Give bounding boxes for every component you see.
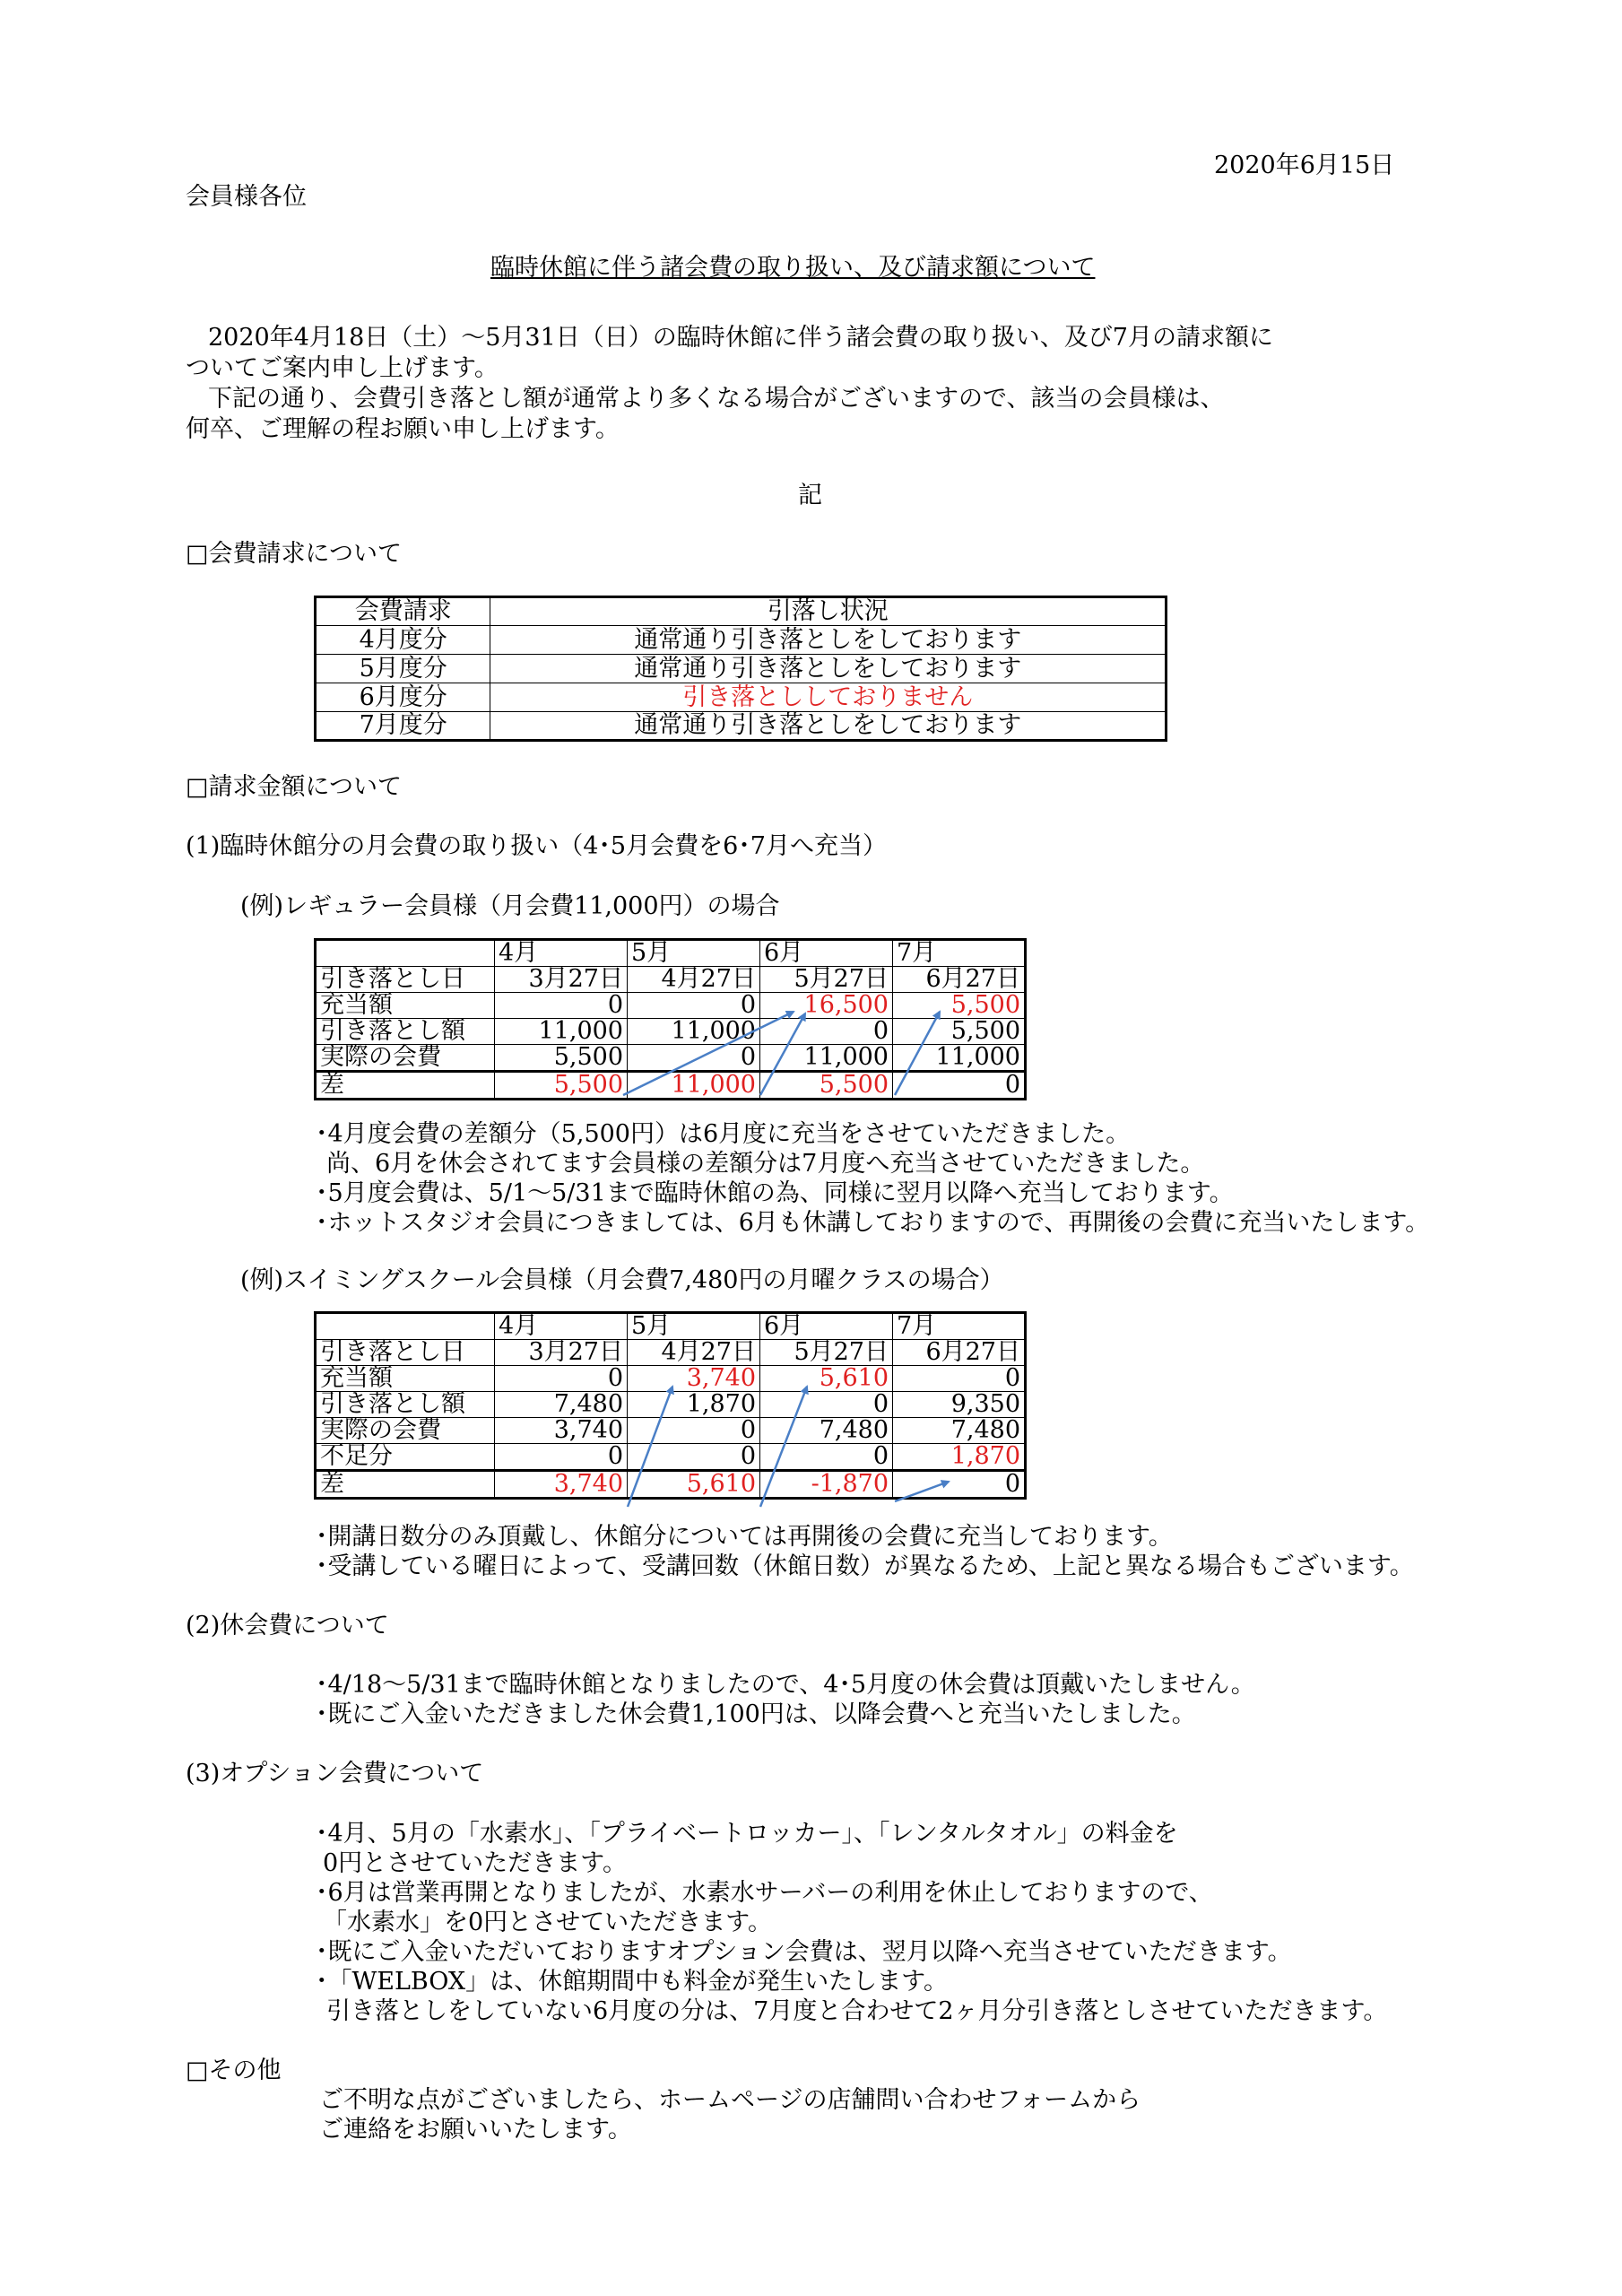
row-label: 不足分 bbox=[316, 1444, 495, 1471]
example-swim-caption: (例)スイミングスクール会員様（月会費7,480円の月曜クラスの場合） bbox=[240, 1266, 1004, 1294]
value-cell: 11,000 bbox=[495, 1019, 628, 1045]
table-row bbox=[316, 1045, 1026, 1072]
month-header: 7月 bbox=[893, 1313, 1026, 1340]
month-header: 7月 bbox=[893, 940, 1026, 967]
sub3-note-2: 0円とさせていただきます。 bbox=[323, 1849, 628, 1877]
value-cell: 11,000 bbox=[893, 1045, 1026, 1072]
sub3-note-3: ･6月は営業再開となりましたが、水素水サーバーの利用を休止しておりますので、 bbox=[316, 1879, 1213, 1907]
table-row bbox=[316, 1019, 1026, 1045]
value-cell: 0 bbox=[628, 1418, 760, 1444]
value-cell: 11,000 bbox=[628, 1019, 760, 1045]
table-row bbox=[316, 655, 1167, 683]
month-header: 6月 bbox=[760, 940, 893, 967]
value-cell: 0 bbox=[628, 1444, 760, 1471]
value-cell: 0 bbox=[495, 993, 628, 1019]
value-cell: 1,870 bbox=[893, 1444, 1026, 1471]
sub2-note-2: ･既にご入金いただきました休会費1,100円は、以降会費へと充当いたしました。 bbox=[316, 1700, 1196, 1728]
intro-line-2: ついてご案内申し上げます。 bbox=[186, 354, 499, 382]
example-regular-caption: (例)レギュラー会員様（月会費11,000円）の場合 bbox=[240, 892, 780, 920]
row-label: 引き落とし額 bbox=[316, 1392, 495, 1418]
month-header: 4月 bbox=[495, 1313, 628, 1340]
regular-note-4: ･ホットスタジオ会員につきましては、6月も休講しておりますので、再開後の会費に充当いたします。 bbox=[316, 1209, 1430, 1237]
value-cell: 5,610 bbox=[760, 1366, 893, 1392]
month-header: 4月 bbox=[495, 940, 628, 967]
value-cell: 5月27日 bbox=[760, 967, 893, 993]
value-cell: 1,870 bbox=[628, 1392, 760, 1418]
status-cell: 通常通り引き落としをしております bbox=[490, 626, 1167, 655]
table-row bbox=[316, 712, 1167, 741]
month-header: 5月 bbox=[628, 1313, 760, 1340]
value-cell: 3月27日 bbox=[495, 1340, 628, 1366]
regular-note-2: 尚、6月を休会されてます会員様の差額分は7月度へ充当させていただきました。 bbox=[326, 1150, 1205, 1178]
sub3-note-4: 「水素水」を0円とさせていただきます。 bbox=[323, 1909, 773, 1936]
value-cell: 0 bbox=[495, 1444, 628, 1471]
section-amount-heading: □請求金額について bbox=[186, 773, 402, 801]
document-date: 2020年6月15日 bbox=[1214, 152, 1395, 179]
swimming-member-table bbox=[314, 1311, 1027, 1500]
value-cell: 5,500 bbox=[893, 993, 1026, 1019]
intro-line-1: 2020年4月18日（土）～5月31日（日）の臨時休館に伴う諸会費の取り扱い、及び7月の請求額に bbox=[208, 324, 1273, 352]
value-cell: 0 bbox=[893, 1366, 1026, 1392]
intro-line-3: 下記の通り、会費引き落とし額が通常より多くなる場合がございますので、該当の会員様は、 bbox=[208, 385, 1225, 413]
status-cell: 通常通り引き落としをしております bbox=[490, 712, 1167, 741]
table-row bbox=[316, 993, 1026, 1019]
ki-heading: 記 bbox=[798, 482, 822, 509]
header-cell: 引落し状況 bbox=[490, 597, 1167, 626]
value-cell: 3,740 bbox=[495, 1471, 628, 1499]
empty-cell bbox=[316, 940, 495, 967]
empty-cell bbox=[316, 1313, 495, 1340]
value-cell: 6月27日 bbox=[893, 1340, 1026, 1366]
table-row bbox=[316, 1313, 1026, 1340]
section-other-heading: □その他 bbox=[186, 2057, 282, 2084]
value-cell: 0 bbox=[893, 1072, 1026, 1100]
table-row bbox=[316, 967, 1026, 993]
regular-member-table bbox=[314, 938, 1027, 1100]
sub3-note-7: 引き落としをしていない6月度の分は、7月度と合わせて2ヶ月分引き落としさせていただきます。 bbox=[326, 1997, 1388, 2025]
status-cell: 引き落とししておりません bbox=[490, 683, 1167, 712]
addressee: 会員様各位 bbox=[186, 183, 307, 211]
sub3-note-1: ･4月、5月の「水素水」、「プライベートロッカー」、「レンタルタオル」の料金を bbox=[316, 1820, 1178, 1848]
month-cell: 5月度分 bbox=[316, 655, 490, 683]
table-row bbox=[316, 1471, 1026, 1499]
value-cell: 11,000 bbox=[760, 1045, 893, 1072]
swim-note-2: ･受講している曜日によって、受講回数（休館日数）が異なるため、上記と異なる場合もございます。 bbox=[316, 1552, 1414, 1580]
value-cell: 7,480 bbox=[495, 1392, 628, 1418]
status-cell: 通常通り引き落としをしております bbox=[490, 655, 1167, 683]
value-cell: 6月27日 bbox=[893, 967, 1026, 993]
row-label: 引き落とし日 bbox=[316, 967, 495, 993]
month-cell: 4月度分 bbox=[316, 626, 490, 655]
row-label: 引き落とし額 bbox=[316, 1019, 495, 1045]
value-cell: -1,870 bbox=[760, 1471, 893, 1499]
subsection-2-heading: (2)休会費について bbox=[186, 1612, 389, 1639]
table-row bbox=[316, 1418, 1026, 1444]
table-row bbox=[316, 1392, 1026, 1418]
sub2-note-1: ･4/18～5/31まで臨時休館となりましたので、4･5月度の休会費は頂戴いたしません。 bbox=[316, 1671, 1255, 1699]
row-label: 充当額 bbox=[316, 1366, 495, 1392]
row-label: 差 bbox=[316, 1471, 495, 1499]
swim-note-1: ･開講日数分のみ頂戴し、休館分については再開後の会費に充当しております。 bbox=[316, 1523, 1173, 1551]
value-cell: 16,500 bbox=[760, 993, 893, 1019]
table-row bbox=[316, 1072, 1026, 1100]
subsection-1-heading: (1)臨時休館分の月会費の取り扱い（4･5月会費を6･7月へ充当） bbox=[186, 832, 887, 860]
subsection-3-heading: (3)オプション会費について bbox=[186, 1760, 484, 1787]
value-cell: 9,350 bbox=[893, 1392, 1026, 1418]
value-cell: 0 bbox=[760, 1392, 893, 1418]
value-cell: 7,480 bbox=[760, 1418, 893, 1444]
row-label: 実際の会費 bbox=[316, 1418, 495, 1444]
sub3-note-6: ･「WELBOX」は、休館期間中も料金が発生いたします。 bbox=[316, 1968, 948, 1996]
value-cell: 4月27日 bbox=[628, 1340, 760, 1366]
value-cell: 0 bbox=[760, 1019, 893, 1045]
month-header: 5月 bbox=[628, 940, 760, 967]
table-row bbox=[316, 940, 1026, 967]
value-cell: 5,610 bbox=[628, 1471, 760, 1499]
month-cell: 7月度分 bbox=[316, 712, 490, 741]
value-cell: 5,500 bbox=[495, 1045, 628, 1072]
intro-line-4: 何卒、ご理解の程お願い申し上げます。 bbox=[186, 415, 620, 443]
table-row bbox=[316, 1340, 1026, 1366]
value-cell: 5,500 bbox=[495, 1072, 628, 1100]
other-note-1: ご不明な点がございましたら、ホームページの店舗問い合わせフォームから bbox=[319, 2086, 1141, 2114]
row-label: 引き落とし日 bbox=[316, 1340, 495, 1366]
value-cell: 3月27日 bbox=[495, 967, 628, 993]
value-cell: 7,480 bbox=[893, 1418, 1026, 1444]
value-cell: 0 bbox=[628, 993, 760, 1019]
value-cell: 3,740 bbox=[628, 1366, 760, 1392]
value-cell: 5,500 bbox=[893, 1019, 1026, 1045]
regular-note-1: ･4月度会費の差額分（5,500円）は6月度に充当をさせていただきました。 bbox=[316, 1120, 1131, 1148]
value-cell: 3,740 bbox=[495, 1418, 628, 1444]
row-label: 差 bbox=[316, 1072, 495, 1100]
section-billing-heading: □会費請求について bbox=[186, 540, 402, 568]
table-row bbox=[316, 1444, 1026, 1471]
value-cell: 0 bbox=[628, 1045, 760, 1072]
month-header: 6月 bbox=[760, 1313, 893, 1340]
sub3-note-5: ･既にご入金いただいておりますオプション会費は、翌月以降へ充当させていただきます。 bbox=[316, 1938, 1292, 1966]
value-cell: 0 bbox=[760, 1444, 893, 1471]
header-cell: 会費請求 bbox=[316, 597, 490, 626]
document-title: 臨時休館に伴う諸会費の取り扱い、及び請求額について bbox=[490, 254, 1096, 282]
regular-note-3: ･5月度会費は、5/1～5/31まで臨時休館の為、同様に翌月以降へ充当しております。 bbox=[316, 1179, 1234, 1207]
table-row bbox=[316, 1366, 1026, 1392]
table-row bbox=[316, 626, 1167, 655]
value-cell: 0 bbox=[893, 1471, 1026, 1499]
value-cell: 5月27日 bbox=[760, 1340, 893, 1366]
row-label: 実際の会費 bbox=[316, 1045, 495, 1072]
month-cell: 6月度分 bbox=[316, 683, 490, 712]
row-label: 充当額 bbox=[316, 993, 495, 1019]
value-cell: 11,000 bbox=[628, 1072, 760, 1100]
billing-status-table bbox=[314, 596, 1167, 742]
other-note-2: ご連絡をお願いいたします。 bbox=[319, 2116, 632, 2144]
table-row bbox=[316, 597, 1167, 626]
value-cell: 0 bbox=[495, 1366, 628, 1392]
value-cell: 4月27日 bbox=[628, 967, 760, 993]
value-cell: 5,500 bbox=[760, 1072, 893, 1100]
table-row bbox=[316, 683, 1167, 712]
